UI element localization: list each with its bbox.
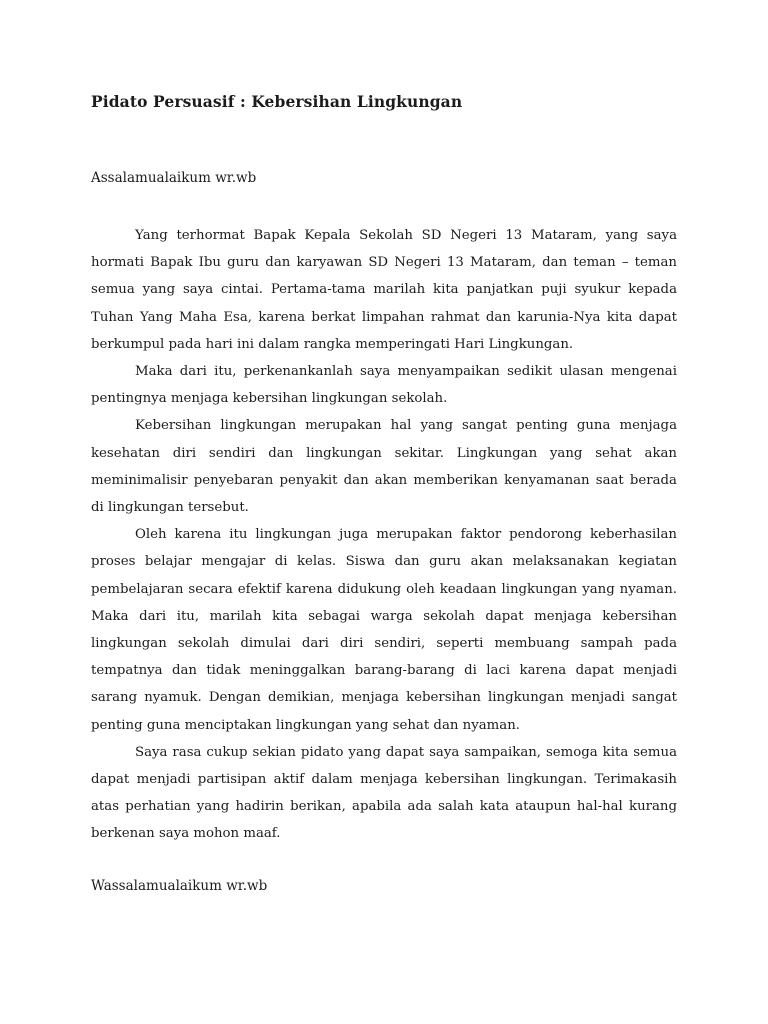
paragraph-introduction: Maka dari itu, perkenankanlah saya menyampaikan sedikit ulasan mengenai pentingnya menjaga kebersihan lingkungan sekolah. bbox=[91, 364, 677, 407]
paragraph-conclusion: Saya rasa cukup sekian pidato yang dapat saya sampaikan, semoga kita semua dapat menjadi partisipan aktif dalam menjaga kebersihan lingkungan. Terimakasih atas perhatian yang hadirin berikan, apabila ada salah kata ataupun hal-hal kurang berkenan saya mohon maaf. bbox=[91, 744, 677, 842]
closing-greeting: Wassalamualaikum wr.wb bbox=[91, 878, 268, 894]
speech-body bbox=[91, 222, 677, 848]
paragraph-importance: Kebersihan lingkungan merupakan hal yang sangat penting guna menjaga kesehatan diri sendiri dan lingkungan sekitar. Lingkungan yang sehat akan meminimalisir penyebaran penyakit dan akan memberikan kenyamanan saat berada di lingkungan tersebut. bbox=[91, 418, 677, 516]
paragraph-learning: Oleh karena itu lingkungan juga merupakan faktor pendorong keberhasilan proses belajar mengajar di kelas. Siswa dan guru akan melaksanakan kegiatan pembelajaran secara efektif karena didukung oleh keadaan lingkungan yang nyaman. Maka dari itu, marilah kita sebagai warga sekolah dapat menjaga kebersihan lingkungan sekolah dimulai dari diri sendiri, seperti membuang sampah pada tempatnya dan tidak meninggalkan barang-barang di laci karena dapat menjadi sarang nyamuk. Dengan demikian, menjaga kebersihan lingkungan menjadi sangat penting guna menciptakan lingkungan yang sehat dan nyaman. bbox=[91, 527, 677, 733]
opening-greeting: Assalamualaikum wr.wb bbox=[91, 170, 257, 186]
document-title: Pidato Persuasif : Kebersihan Lingkungan bbox=[91, 92, 463, 111]
paragraph-opening: Yang terhormat Bapak Kepala Sekolah SD Negeri 13 Mataram, yang saya hormati Bapak Ibu guru dan karyawan SD Negeri 13 Mataram, dan teman – teman semua yang saya cintai. Pertama-tama marilah kita panjatkan puji syukur kepada Tuhan Yang Maha Esa, karena berkat limpahan rahmat dan karunia-Nya kita dapat berkumpul pada hari ini dalam rangka memperingati Hari Lingkungan. bbox=[91, 228, 677, 352]
